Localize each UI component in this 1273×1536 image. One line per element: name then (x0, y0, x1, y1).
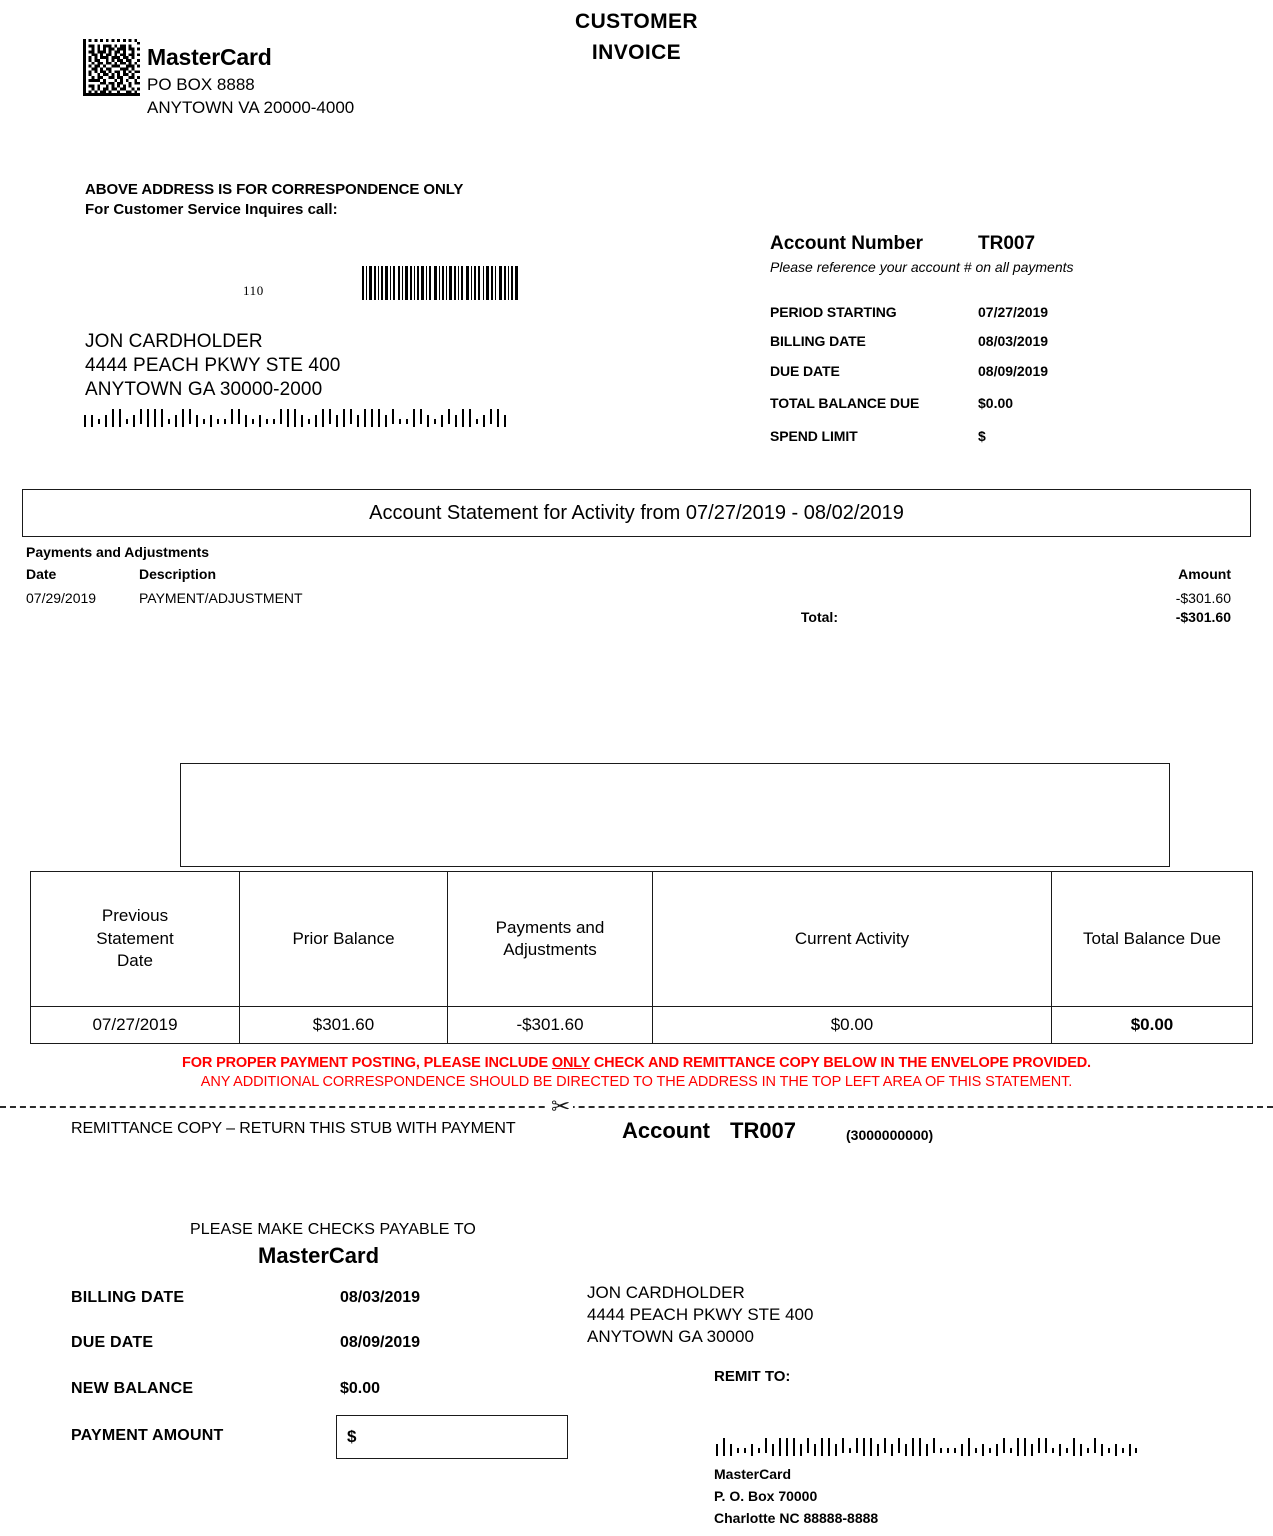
transaction-description: PAYMENT/ADJUSTMENT (139, 590, 303, 606)
statement-period-box (22, 489, 1251, 537)
stub-due-date-label: DUE DATE (71, 1334, 154, 1351)
header-payments-and-adjustments: Payments and Adjustments (448, 872, 653, 1007)
balance-summary-table (30, 871, 1253, 1044)
header-prior-balance: Prior Balance (240, 872, 448, 1007)
cell-current-activity: $0.00 (653, 1007, 1052, 1044)
code128-barcode-icon (361, 266, 520, 300)
notice-part-2: CHECK AND REMITTANCE COPY BELOW IN THE ENVELOPE PROVIDED. (589, 1055, 1091, 1071)
stub-account-alt-number: (3000000000) (846, 1127, 934, 1143)
billing-date-label: BILLING DATE (770, 333, 866, 349)
notice-underlined-word: ONLY (551, 1055, 590, 1071)
brand-address-line-2: ANYTOWN VA 20000-4000 (147, 98, 355, 117)
stub-new-balance-value: $0.00 (340, 1380, 381, 1397)
stub-account-number: TR007 (730, 1118, 797, 1143)
page-title-line-2: INVOICE (591, 41, 682, 64)
statement-period-text: Account Statement for Activity from 07/27/2019 - 08/02/2019 (369, 501, 904, 524)
payment-posting-notice (0, 1055, 1273, 1071)
period-starting-label: PERIOD STARTING (770, 304, 897, 320)
payment-amount-input[interactable] (336, 1415, 568, 1459)
payable-to-label: PLEASE MAKE CHECKS PAYABLE TO (190, 1221, 476, 1238)
stub-billing-date-value: 08/03/2019 (340, 1289, 421, 1306)
due-date-value: 08/09/2019 (978, 363, 1049, 379)
cut-line-divider (0, 1106, 1273, 1110)
remittance-copy-label: REMITTANCE COPY – RETURN THIS STUB WITH PAYMENT (71, 1120, 516, 1137)
stub-account-label: Account (622, 1118, 710, 1143)
cell-payments-and-adjustments: -$301.60 (448, 1007, 653, 1044)
column-header-description: Description (139, 566, 217, 582)
remit-to-address-line-1: P. O. Box 70000 (714, 1488, 818, 1504)
total-balance-due-value: $0.00 (978, 395, 1014, 411)
table-header-row (31, 872, 1253, 1007)
cell-previous-statement-date: 07/27/2019 (31, 1007, 240, 1044)
transaction-date: 07/29/2019 (26, 590, 97, 606)
brand-name: MasterCard (147, 44, 272, 70)
table-row (31, 1007, 1253, 1044)
spend-limit-label: SPEND LIMIT (770, 428, 858, 444)
cell-total-balance-due: $0.00 (1052, 1007, 1253, 1044)
page-title-line-1: CUSTOMER (575, 10, 698, 33)
transaction-amount: -$301.60 (1175, 590, 1231, 606)
column-header-date: Date (26, 566, 57, 582)
payments-total-label: Total: (800, 609, 838, 625)
remit-to-name: MasterCard (714, 1466, 792, 1482)
scissors-icon: ✂ (548, 1095, 573, 1118)
stub-customer-name: JON CARDHOLDER (587, 1283, 745, 1302)
total-balance-due-label: TOTAL BALANCE DUE (770, 395, 920, 411)
stub-billing-date-label: BILLING DATE (71, 1289, 185, 1306)
sequence-number: 110 (243, 283, 264, 298)
message-box (180, 763, 1170, 867)
stub-payment-amount-label: PAYMENT AMOUNT (71, 1427, 224, 1444)
due-date-label: DUE DATE (770, 363, 840, 379)
stub-customer-address-line-1: 4444 PEACH PKWY STE 400 (587, 1305, 814, 1324)
correspondence-notice: ABOVE ADDRESS IS FOR CORRESPONDENCE ONLY (85, 181, 464, 198)
customer-address-line-2: ANYTOWN GA 30000-2000 (85, 379, 323, 400)
header-previous-statement-date: Previous Statement Date (31, 872, 240, 1007)
remit-to-label: REMIT TO: (714, 1368, 791, 1385)
stub-new-balance-label: NEW BALANCE (71, 1380, 194, 1397)
correspondence-direction-notice: ANY ADDITIONAL CORRESPONDENCE SHOULD BE DIRECTED TO THE ADDRESS IN THE TOP LEFT AREA OF THIS STATEMENT. (200, 1074, 1073, 1090)
column-header-amount: Amount (1178, 566, 1231, 582)
header-total-balance-due: Total Balance Due (1052, 872, 1253, 1007)
brand-address-line-1: PO BOX 8888 (147, 75, 255, 94)
billing-date-value: 08/03/2019 (978, 333, 1049, 349)
payments-total-value: -$301.60 (1175, 609, 1231, 625)
stub-due-date-value: 08/09/2019 (340, 1334, 421, 1351)
account-number-value: TR007 (978, 233, 1036, 254)
intelligent-mail-barcode-icon (82, 409, 512, 433)
period-starting-value: 07/27/2019 (978, 304, 1049, 320)
notice-part-1: FOR PROPER PAYMENT POSTING, PLEASE INCLUDE (182, 1055, 552, 1071)
customer-service-label: For Customer Service Inquires call: (85, 201, 338, 218)
cell-prior-balance: $301.60 (240, 1007, 448, 1044)
payment-amount-currency-symbol: $ (347, 1427, 357, 1446)
payable-to-name: MasterCard (258, 1243, 380, 1268)
spend-limit-value: $ (978, 428, 986, 444)
account-number-label: Account Number (770, 233, 924, 254)
customer-address-line-1: 4444 PEACH PKWY STE 400 (85, 355, 341, 376)
account-reference-note: Please reference your account # on all payments (770, 259, 1074, 275)
stub-customer-address-line-2: ANYTOWN GA 30000 (587, 1327, 754, 1346)
payments-section-title: Payments and Adjustments (26, 544, 210, 560)
header-current-activity: Current Activity (653, 872, 1052, 1007)
customer-name: JON CARDHOLDER (85, 331, 263, 352)
remit-to-address-line-2: Charlotte NC 88888-8888 (714, 1510, 879, 1526)
intelligent-mail-barcode-icon (714, 1438, 1142, 1462)
